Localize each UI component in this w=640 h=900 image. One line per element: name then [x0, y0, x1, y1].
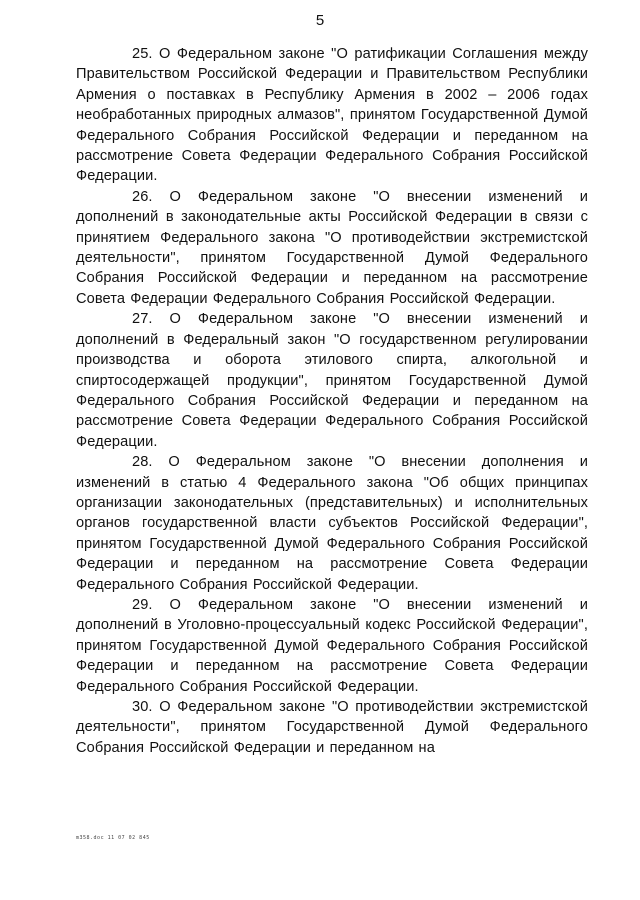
agenda-item-26: 26. О Федеральном законе "О внесении изменений и дополнений в законодательные акты Российской Федерации в связи с принятием Федерального закона "О противодействии экстремистской деятельности", принятом Государственной Думой Федерального Собрания Российской Федерации и переданном на рассмотрение Совета Федерации Федерального Собрания Российской Федерации.	[76, 188, 588, 307]
agenda-item-29: 29. О Федеральном законе "О внесении изменений и дополнений в Уголовно-процессуальный кодекс Российской Федерации", принятом Государственной Думой Федерального Собрания Российской Федерации и переданном на рассмотрение Совета Федерации Федерального Собрания Российской Федерации.	[76, 596, 588, 695]
page-number: 5	[315, 12, 325, 29]
agenda-item-28: 28. О Федеральном законе "О внесении дополнения и изменений в статью 4 Федерального закона "Об общих принципах организации законодательных (представительных) и исполнительных органов государственной власти субъектов Российской Федерации", принятом Государственной Думой Федерального Собрания Российской Федерации и переданном на рассмотрение Совета Федерации Федерального Собрания Российской Федерации.	[76, 454, 588, 593]
footer-code: m358.doc 11 07 02 845	[76, 835, 150, 841]
agenda-item-25: 25. О Федеральном законе "О ратификации Соглашения между Правительством Российской Федерации и Правительством Республики Армения о поставках в Республику Армения в 2002 – 2006 годах необработанных природных алмазов", принятом Государственной Думой Федерального Собрания Российской Федерации и переданном на рассмотрение Совета Федерации Федерального Собрания Российской Федерации.	[76, 46, 588, 185]
agenda-item-30: 30. О Федеральном законе "О противодействии экстремистской деятельности", принятом Государственной Думой Федерального Собрания Российской Федерации и переданном на	[76, 699, 588, 756]
document-body	[76, 44, 588, 758]
agenda-item-27: 27. О Федеральном законе "О внесении изменений и дополнений в Федеральный закон "О государственном регулировании производства и оборота этилового спирта, алкогольной и спиртосодержащей продукции", принятом Государственной Думой Федерального Собрания Российской Федерации и переданном на рассмотрение Совета Федерации Федерального Собрания Российской Федерации.	[76, 311, 588, 450]
